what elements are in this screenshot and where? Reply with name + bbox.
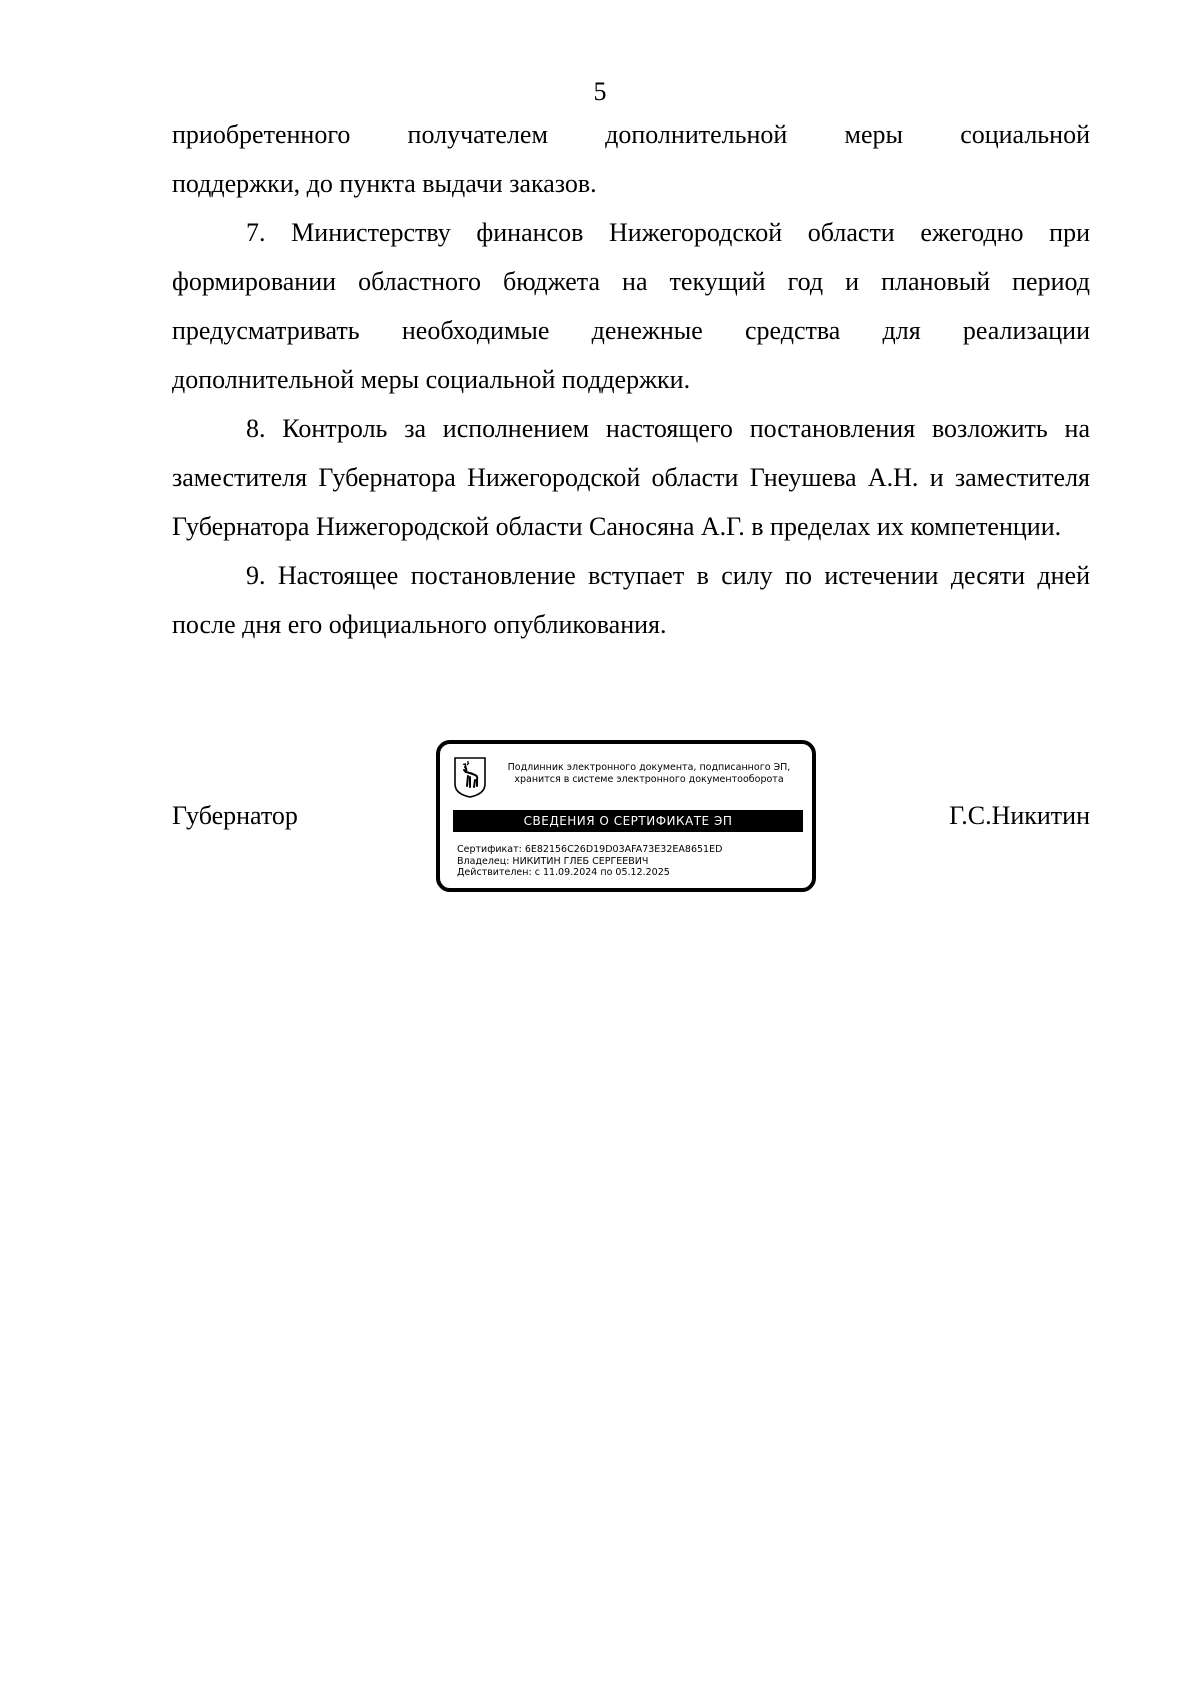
certificate-owner: Владелец: НИКИТИН ГЛЕБ СЕРГЕЕВИЧ: [457, 855, 649, 867]
document-body: [172, 110, 1090, 649]
stamp-title-band: СВЕДЕНИЯ О СЕРТИФИКАТЕ ЭП: [453, 810, 803, 832]
paragraph-7: 7. Министерству финансов Нижегородской области ежегодно при формировании областного бюджета на текущий год и плановый период предусматривать необходимые денежные средства для реализации дополнительной меры социальной поддержки.: [172, 218, 1090, 394]
signatory-position: Губернатор: [172, 801, 298, 830]
stamp-details: [457, 844, 807, 879]
deer-emblem-icon: [453, 756, 487, 798]
certificate-validity: Действителен: с 11.09.2024 по 05.12.2025: [457, 867, 670, 878]
paragraph-continuation-line2: поддержки, до пункта выдачи заказов.: [172, 169, 597, 198]
electronic-signature-stamp: [436, 740, 816, 892]
certificate-number: Сертификат: 6E82156C26D19D03AFA73E32EA8651ED: [457, 844, 723, 855]
paragraph-8: 8. Контроль за исполнением настоящего постановления возложить на заместителя Губернатора Нижегородской области Гнеушева А.Н. и заместителя Губернатора Нижегородской области Саносяна А.Г. в пределах их компетенции.: [172, 414, 1090, 541]
page-number: 5: [593, 77, 607, 106]
paragraph-9: 9. Настоящее постановление вступает в силу по истечении десяти дней после дня его официального опубликования.: [172, 561, 1090, 639]
signature-block: [0, 740, 1200, 910]
signatory-name: Г.С.Никитин: [949, 801, 1090, 830]
stamp-note: [490, 762, 808, 786]
stamp-note-line2: хранится в системе электронного документооборота: [514, 774, 784, 785]
paragraph-continuation-line1: приобретенного получателем дополнительной меры социальной: [172, 120, 1090, 149]
stamp-note-line1: Подлинник электронного документа, подписанного ЭП,: [507, 762, 791, 773]
